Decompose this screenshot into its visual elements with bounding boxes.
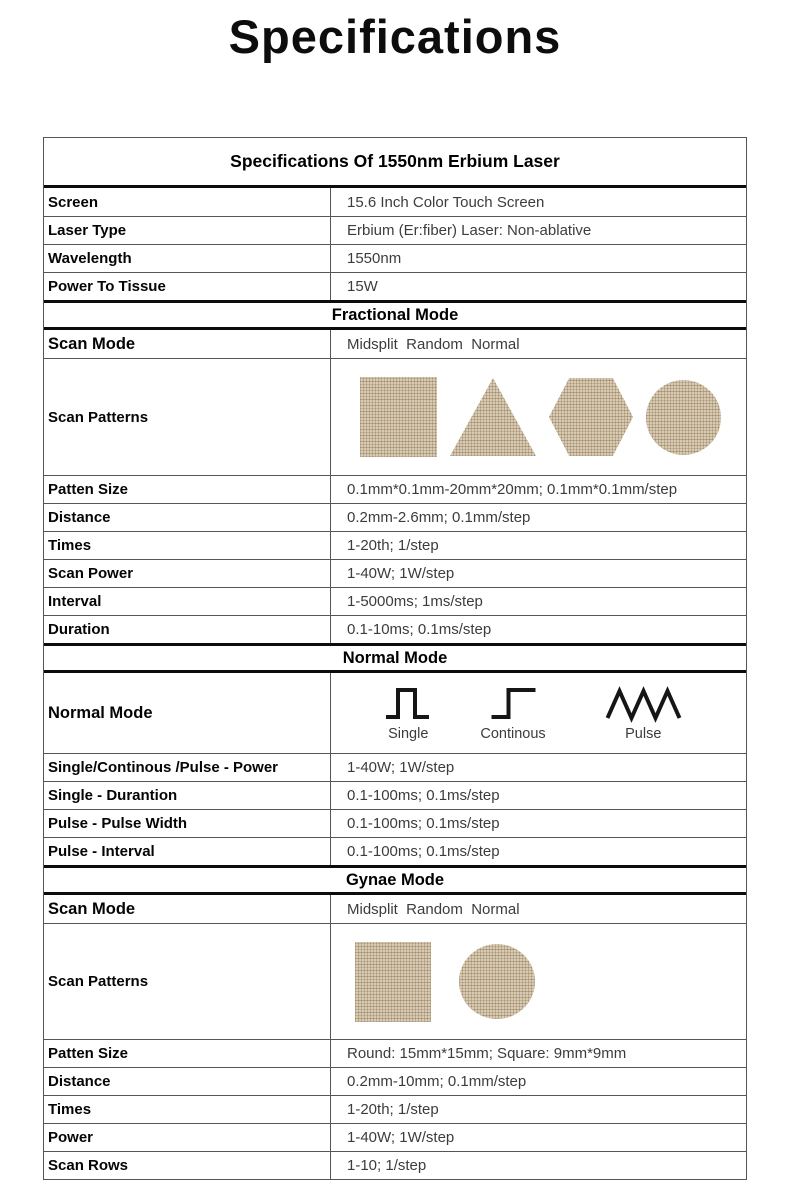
spec-table xyxy=(43,137,747,1180)
row-label: Scan Patterns xyxy=(48,973,149,990)
row-value-cell xyxy=(331,504,746,531)
row-value: 1-40W; 1W/step xyxy=(347,1129,455,1146)
row-value: 0.1-100ms; 0.1ms/step xyxy=(347,843,500,860)
row-label-cell xyxy=(44,588,331,615)
table-row-duration xyxy=(44,615,746,643)
row-label-cell xyxy=(44,188,331,216)
hexagon-pattern-icon xyxy=(549,378,633,456)
waveform-label: Pulse xyxy=(625,725,662,742)
table-title xyxy=(44,138,746,188)
row-label-cell xyxy=(44,924,331,1039)
row-value-cell xyxy=(331,782,746,809)
row-label-cell xyxy=(44,217,331,244)
table-row-pulse-interval xyxy=(44,837,746,865)
row-label: Power xyxy=(48,1129,94,1146)
row-value-cell xyxy=(331,810,746,837)
table-row-gynae-times xyxy=(44,1095,746,1123)
row-value: 1-40W; 1W/step xyxy=(347,759,455,776)
row-label-cell xyxy=(44,616,331,643)
row-label-cell xyxy=(44,754,331,781)
table-row-gynae-scan-rows xyxy=(44,1151,746,1179)
row-label: Distance xyxy=(48,1073,111,1090)
table-row-gynae-patten-size xyxy=(44,1039,746,1067)
single-waveform xyxy=(378,685,438,742)
row-value: Midsplit Random Normal xyxy=(347,335,520,353)
row-value: 0.2mm-10mm; 0.1mm/step xyxy=(347,1073,527,1090)
row-value: 0.1-100ms; 0.1ms/step xyxy=(347,815,500,832)
row-value: 0.2mm-2.6mm; 0.1mm/step xyxy=(347,509,531,526)
row-label: Pulse - Pulse Width xyxy=(48,815,188,832)
row-value: 1-20th; 1/step xyxy=(347,537,439,554)
row-label-cell xyxy=(44,1152,331,1179)
row-label: Screen xyxy=(48,193,99,211)
scan-patterns-cell xyxy=(331,924,746,1039)
row-label-cell xyxy=(44,1040,331,1067)
table-row-pulse-width xyxy=(44,809,746,837)
row-label: Single - Durantion xyxy=(48,787,178,804)
row-value: Midsplit Random Normal xyxy=(347,900,520,918)
row-value: Erbium (Er:fiber) Laser: Non-ablative xyxy=(347,222,592,239)
waveform-label: Single xyxy=(388,725,429,742)
pulse-waveform xyxy=(588,685,699,742)
row-value-cell xyxy=(331,532,746,559)
row-label: Duration xyxy=(48,621,110,638)
table-row-gynae-scan-patterns xyxy=(44,923,746,1039)
row-value: 15.6 Inch Color Touch Screen xyxy=(347,193,545,211)
table-row-scan-power xyxy=(44,559,746,587)
table-row-times xyxy=(44,531,746,559)
single-pulse-icon xyxy=(378,685,438,723)
row-label: Times xyxy=(48,1101,92,1118)
table-row-interval xyxy=(44,587,746,615)
row-label: Normal Mode xyxy=(48,703,153,722)
row-label: Laser Type xyxy=(48,222,127,239)
row-value: 0.1-10ms; 0.1ms/step xyxy=(347,621,492,638)
row-label: Times xyxy=(48,537,92,554)
section-heading-text: Fractional Mode xyxy=(331,305,459,324)
triangle-pulse-train-icon xyxy=(588,685,699,723)
row-value: 1550nm xyxy=(347,250,402,267)
row-value: 1-5000ms; 1ms/step xyxy=(347,593,483,610)
row-value: 1-20th; 1/step xyxy=(347,1101,439,1118)
row-label-cell xyxy=(44,504,331,531)
continuous-waveform xyxy=(480,685,547,742)
row-value-cell xyxy=(331,1152,746,1179)
table-row-scan-mode xyxy=(44,330,746,358)
row-label-cell xyxy=(44,838,331,865)
section-heading-fractional-mode xyxy=(44,300,746,330)
table-row-laser-type xyxy=(44,216,746,244)
row-label: Scan Mode xyxy=(48,899,136,918)
row-value: 0.1mm*0.1mm-20mm*20mm; 0.1mm*0.1mm/step xyxy=(347,481,678,498)
row-label: Patten Size xyxy=(48,481,129,498)
row-label: Power To Tissue xyxy=(48,278,166,295)
row-value-cell xyxy=(331,273,746,300)
row-label-cell xyxy=(44,673,331,753)
table-row-patten-size xyxy=(44,475,746,503)
row-value: 15W xyxy=(347,278,378,295)
continuous-step-icon xyxy=(480,685,547,723)
table-row-screen xyxy=(44,188,746,216)
scan-patterns-cell xyxy=(331,359,746,475)
waveforms-cell xyxy=(331,673,746,753)
table-row-gynae-scan-mode xyxy=(44,895,746,923)
row-value-cell xyxy=(331,330,746,358)
row-value-cell xyxy=(331,754,746,781)
row-value-cell xyxy=(331,245,746,272)
table-row-wavelength xyxy=(44,244,746,272)
table-row-normal-mode-waveforms xyxy=(44,673,746,753)
row-label-cell xyxy=(44,810,331,837)
row-label: Distance xyxy=(48,509,111,526)
row-value: 1-40W; 1W/step xyxy=(347,565,455,582)
table-title-text: Specifications Of 1550nm Erbium Laser xyxy=(230,151,560,171)
row-label: Scan Power xyxy=(48,565,134,582)
row-label-cell xyxy=(44,1124,331,1151)
row-label-cell xyxy=(44,476,331,503)
row-label: Scan Patterns xyxy=(48,408,149,426)
row-value-cell xyxy=(331,188,746,216)
table-row-scp-power xyxy=(44,753,746,781)
row-label: Pulse - Interval xyxy=(48,843,155,860)
section-heading-text: Gynae Mode xyxy=(345,870,445,889)
row-value-cell xyxy=(331,838,746,865)
row-label: Wavelength xyxy=(48,250,132,267)
square-pattern-icon xyxy=(360,377,437,457)
row-value-cell xyxy=(331,616,746,643)
row-value-cell xyxy=(331,217,746,244)
table-row-distance xyxy=(44,503,746,531)
row-value-cell xyxy=(331,1124,746,1151)
row-value-cell xyxy=(331,476,746,503)
row-label: Single/Continous /Pulse - Power xyxy=(48,759,279,776)
square-pattern-icon xyxy=(355,942,431,1022)
row-label: Patten Size xyxy=(48,1045,129,1062)
row-label-cell xyxy=(44,330,331,358)
table-row-scan-patterns xyxy=(44,358,746,475)
row-value-cell xyxy=(331,560,746,587)
circle-pattern-icon xyxy=(459,944,535,1019)
circle-pattern-icon xyxy=(646,380,721,455)
row-label-cell xyxy=(44,895,331,923)
row-label: Scan Rows xyxy=(48,1157,129,1174)
specification-sheet xyxy=(0,8,790,1202)
row-value: 0.1-100ms; 0.1ms/step xyxy=(347,787,500,804)
row-value-cell xyxy=(331,1040,746,1067)
row-label-cell xyxy=(44,1068,331,1095)
row-label-cell xyxy=(44,782,331,809)
table-row-single-duration xyxy=(44,781,746,809)
page-title: Specifications xyxy=(228,10,562,63)
waveform-label: Continous xyxy=(480,725,546,742)
section-heading-normal-mode xyxy=(44,643,746,673)
row-label-cell xyxy=(44,359,331,475)
row-value: 1-10; 1/step xyxy=(347,1157,427,1174)
row-value-cell xyxy=(331,1068,746,1095)
row-value-cell xyxy=(331,895,746,923)
section-heading-gynae-mode xyxy=(44,865,746,895)
row-value: Round: 15mm*15mm; Square: 9mm*9mm xyxy=(347,1045,627,1062)
row-label-cell xyxy=(44,560,331,587)
table-row-power-to-tissue xyxy=(44,272,746,300)
row-label: Interval xyxy=(48,593,102,610)
row-label: Scan Mode xyxy=(48,334,136,353)
row-label-cell xyxy=(44,273,331,300)
row-value-cell xyxy=(331,588,746,615)
triangle-pattern-icon xyxy=(450,378,536,456)
table-row-gynae-distance xyxy=(44,1067,746,1095)
row-label-cell xyxy=(44,245,331,272)
section-heading-text: Normal Mode xyxy=(342,648,448,667)
row-label-cell xyxy=(44,1096,331,1123)
row-value-cell xyxy=(331,1096,746,1123)
row-label-cell xyxy=(44,532,331,559)
table-row-gynae-power xyxy=(44,1123,746,1151)
